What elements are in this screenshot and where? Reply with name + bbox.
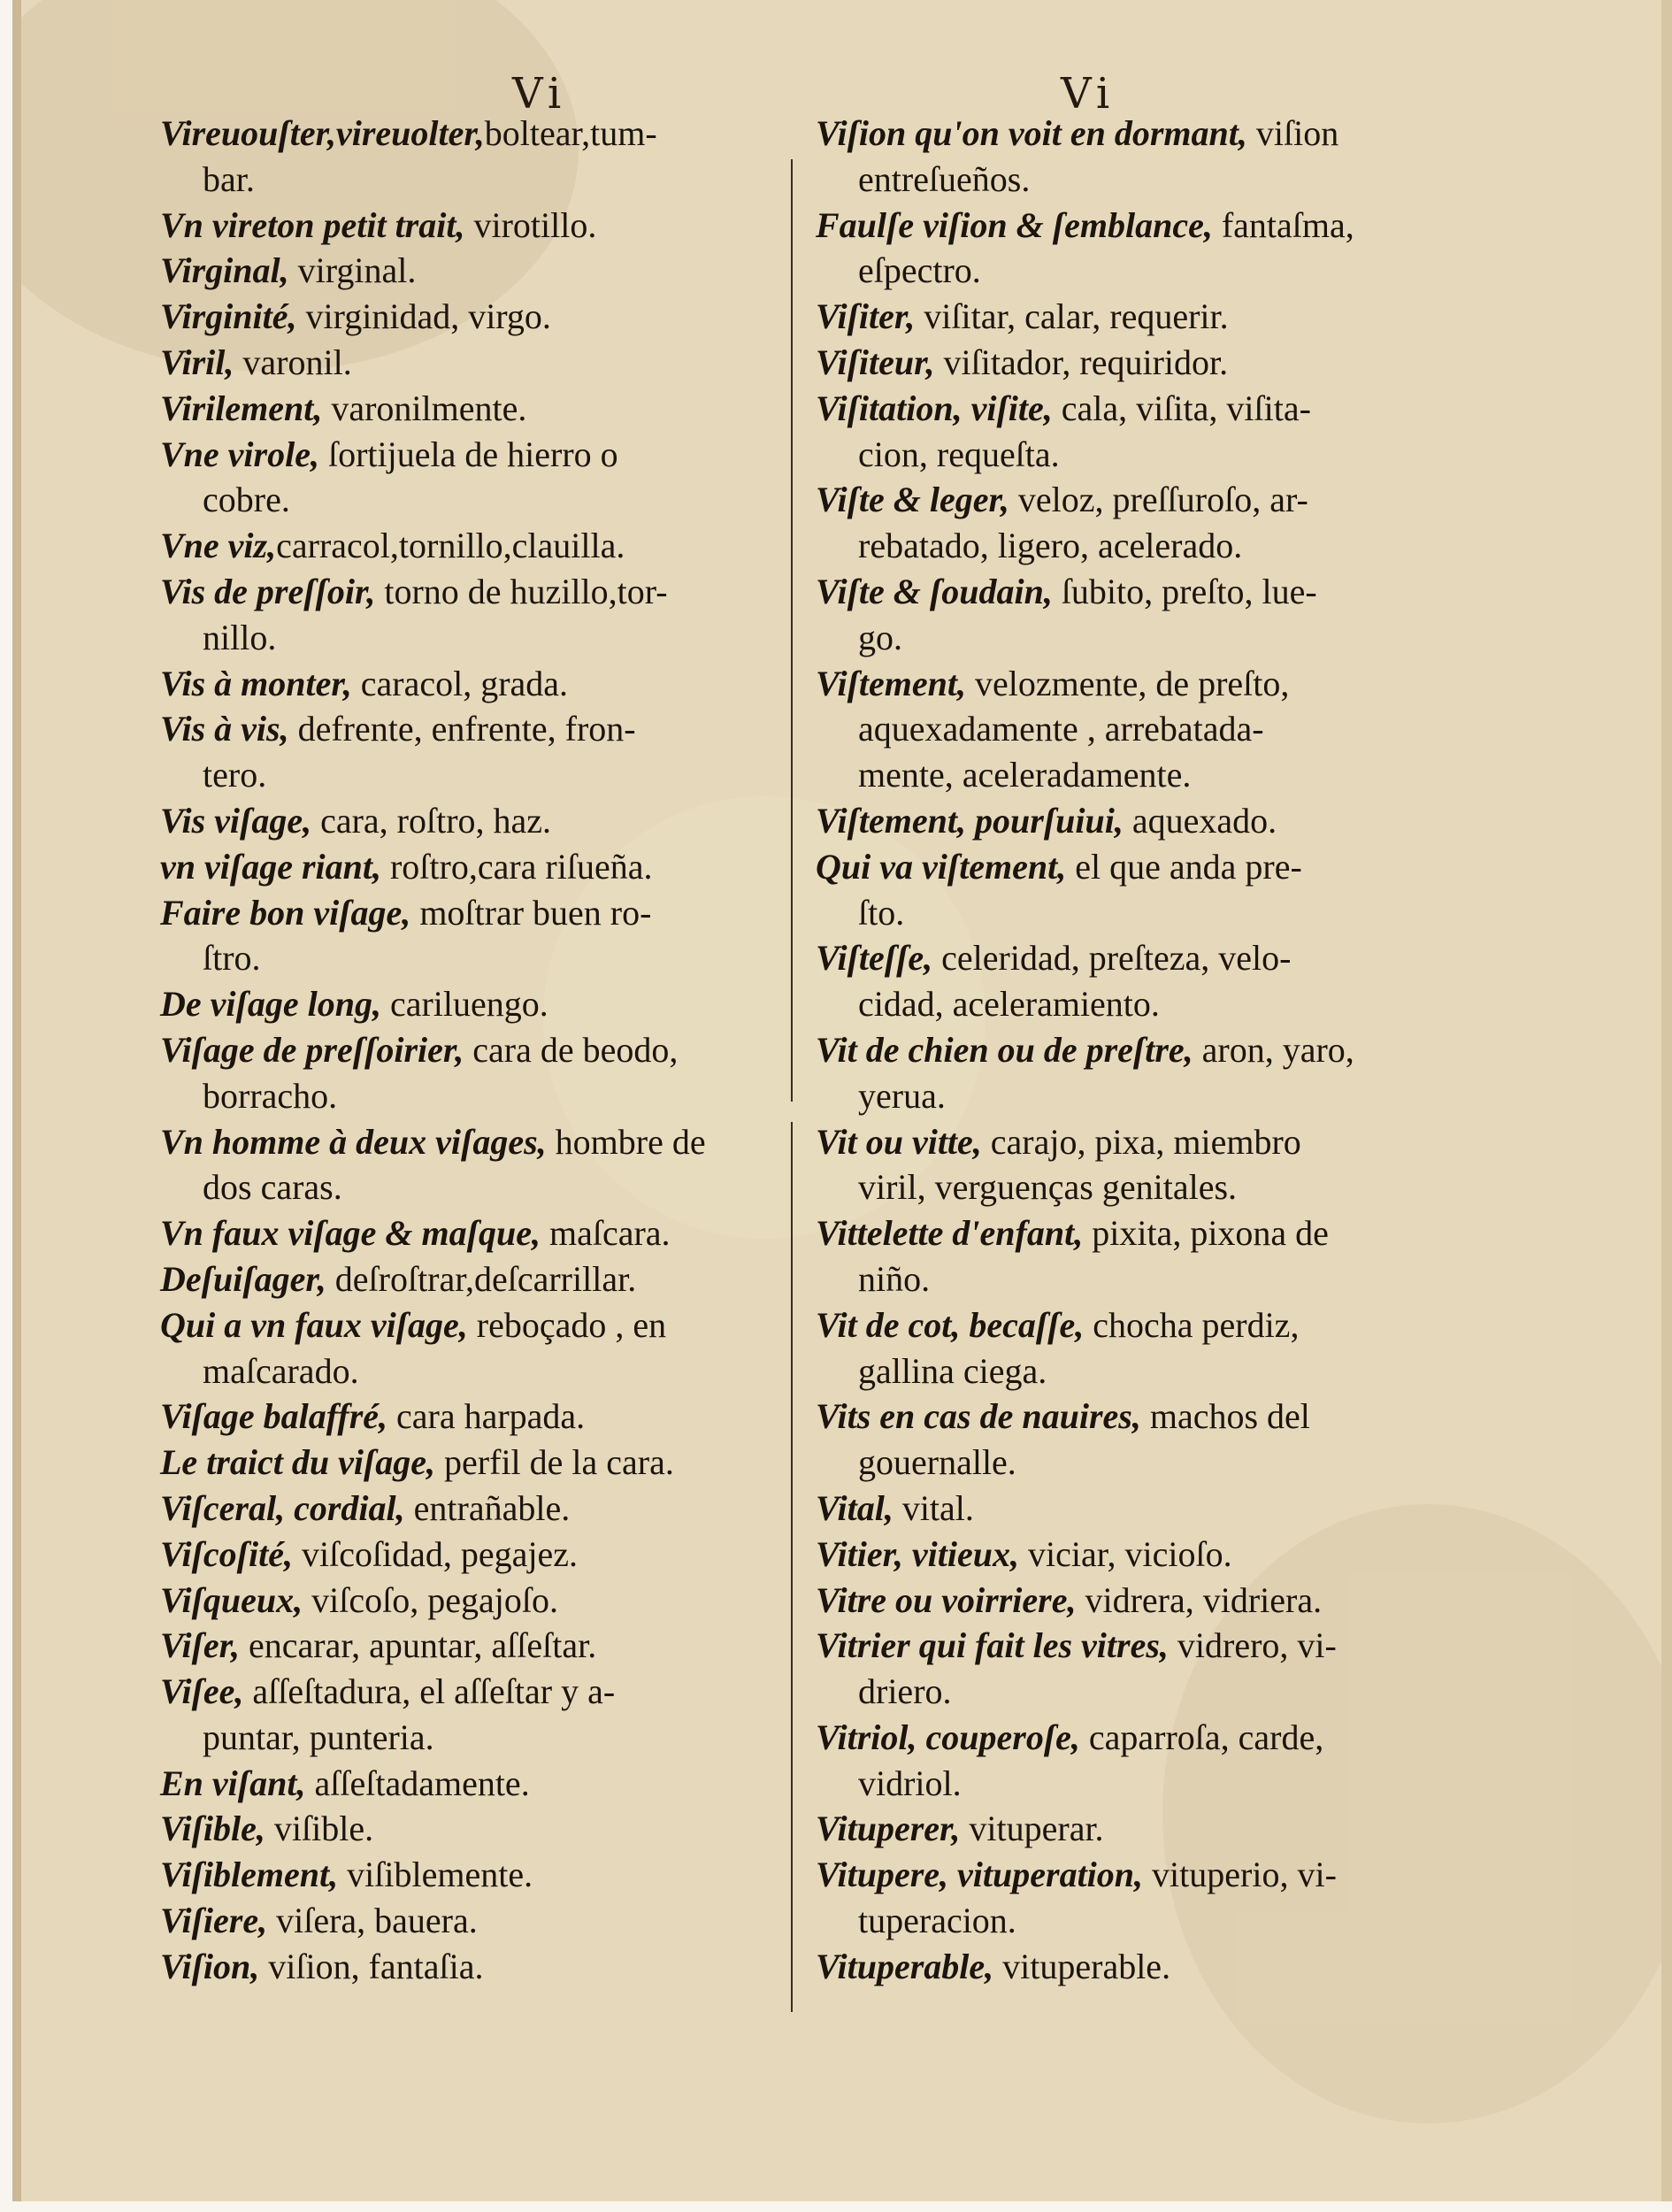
dictionary-entry: [160, 203, 784, 249]
entry-translation: aſſeſtadura, el aſſeſtar y a-: [243, 1671, 616, 1712]
entry-translation: maſcara.: [540, 1213, 671, 1254]
entry-headword: Viſage balaffré,: [160, 1396, 388, 1437]
entry-translation: reboçado , en: [467, 1304, 667, 1345]
entry-translation: viſitar, calar, requerir.: [915, 296, 1229, 337]
dictionary-entry: [160, 111, 784, 203]
entry-translation: torno de huzillo,tor-: [375, 571, 668, 611]
entry-headword: Vis à vis,: [160, 709, 289, 749]
entry-translation: viſion, fantaſia.: [259, 1946, 484, 1986]
dictionary-entry: [816, 1210, 1456, 1302]
entry-translation: ſubito, preſto, lue-: [1052, 571, 1317, 611]
entry-headword: Viſer,: [160, 1625, 241, 1666]
dictionary-entry: [816, 569, 1456, 661]
dictionary-entry: [160, 1944, 784, 1990]
dictionary-entry: [816, 1532, 1456, 1578]
entry-translation: moſtrar buen ro-: [410, 892, 652, 933]
entry-translation: cobre.: [203, 480, 290, 520]
running-head-right: Vi: [1061, 69, 1116, 119]
dictionary-entry: [160, 1256, 784, 1302]
dictionary-entry: [816, 1302, 1456, 1394]
dictionary-entry: [816, 111, 1456, 203]
entry-headword: Viſion,: [160, 1946, 260, 1986]
entry-headword: Vne viz,: [160, 526, 277, 566]
entry-translation: mente, aceleradamente.: [858, 755, 1192, 795]
entry-headword: Vituperable,: [816, 1946, 994, 1986]
entry-translation: rebatado, ligero, acelerado.: [858, 526, 1243, 566]
entry-translation: boltear,tum-: [484, 113, 657, 153]
entry-translation: virotillo.: [464, 204, 597, 245]
entry-translation: vituperable.: [993, 1946, 1171, 1986]
dictionary-entry: [160, 248, 784, 294]
entry-translation: yerua.: [858, 1075, 946, 1116]
entry-translation: machos del: [1140, 1396, 1310, 1437]
dictionary-entry: [160, 1486, 784, 1532]
entry-headword: Viſte & leger,: [816, 480, 1009, 520]
entry-headword: Vit de chien ou de preſtre,: [816, 1029, 1193, 1070]
entry-translation: aquexado.: [1123, 800, 1277, 841]
entry-translation: entreſueños.: [858, 158, 1031, 199]
dictionary-entry: [816, 844, 1456, 936]
entry-translation: viſcoſo, pegajoſo.: [303, 1579, 558, 1620]
entry-headword: Vis viſage,: [160, 800, 312, 841]
entry-headword: Virginité,: [160, 296, 297, 337]
entry-headword: Viril,: [160, 342, 234, 382]
page-edge-left: [12, 0, 21, 2201]
dictionary-entry: [816, 1715, 1456, 1807]
right-column: [816, 111, 1456, 1990]
dictionary-entry: [160, 981, 784, 1027]
entry-headword: Vittelette d'enfant,: [816, 1213, 1084, 1254]
entry-translation: viril, verguenças genitales.: [858, 1167, 1238, 1208]
entry-translation: cara de beodo,: [464, 1029, 679, 1070]
entry-headword: Vis à monter,: [160, 663, 352, 703]
entry-translation: viſible.: [265, 1809, 374, 1849]
entry-headword: Viſtement, pourſuiui,: [816, 800, 1124, 841]
dictionary-entry: [160, 1578, 784, 1624]
entry-translation: driero.: [858, 1671, 952, 1712]
entry-translation: maſcarado.: [203, 1350, 359, 1391]
entry-translation: puntar, punteria.: [203, 1717, 434, 1757]
entry-headword: Vit de cot, becaſſe,: [816, 1304, 1085, 1345]
dictionary-entry: [816, 294, 1456, 340]
entry-headword: Viſion qu'on voit en dormant,: [816, 113, 1247, 153]
entry-headword: Vituperer,: [816, 1809, 961, 1849]
dictionary-entry: [160, 1852, 784, 1898]
entry-translation: entrañable.: [404, 1487, 571, 1528]
dictionary-entry: [816, 935, 1456, 1027]
entry-headword: Viſqueux,: [160, 1579, 303, 1620]
entry-translation: caracol, grada.: [351, 663, 569, 703]
entry-headword: Vit ou vitte,: [816, 1121, 982, 1162]
entry-headword: Vital,: [816, 1487, 894, 1528]
entry-headword: Viſiblement,: [160, 1855, 339, 1895]
entry-translation: perfil de la cara.: [435, 1442, 674, 1483]
entry-translation: bar.: [203, 158, 255, 199]
entry-translation: gouernalle.: [858, 1442, 1016, 1483]
entry-headword: Vitupere, vituperation,: [816, 1855, 1144, 1895]
entry-headword: Viſteſſe,: [816, 938, 933, 979]
entry-translation: pixita, pixona de: [1083, 1213, 1329, 1254]
entry-headword: Viſceral, cordial,: [160, 1487, 405, 1528]
entry-headword: Vn vireton petit trait,: [160, 204, 465, 245]
entry-translation: cala, viſita, viſita-: [1052, 388, 1311, 428]
entry-headword: Viſiteur,: [816, 342, 935, 382]
entry-translation: virginidad, virgo.: [296, 296, 551, 337]
dictionary-entry: [160, 1394, 784, 1440]
entry-headword: Virginal,: [160, 250, 289, 291]
entry-translation: tuperacion.: [858, 1901, 1016, 1941]
dictionary-entry: [160, 432, 784, 524]
entry-headword: Viſitation, viſite,: [816, 388, 1053, 428]
entry-translation: el que anda pre-: [1066, 846, 1302, 887]
dictionary-entry: [160, 1440, 784, 1486]
entry-headword: Deſuiſager,: [160, 1258, 326, 1299]
column-rule: [791, 159, 793, 1102]
entry-translation: ſto.: [858, 892, 905, 933]
entry-translation: varonil.: [234, 342, 352, 382]
entry-headword: Vits en cas de nauires,: [816, 1396, 1141, 1437]
dictionary-entry: [816, 798, 1456, 844]
entry-headword: Vitier, vitieux,: [816, 1533, 1020, 1574]
entry-translation: vituperio, vi-: [1143, 1855, 1337, 1895]
dictionary-entry: [160, 1119, 784, 1211]
entry-translation: chocha perdiz,: [1084, 1304, 1300, 1345]
entry-translation: virginal.: [288, 250, 417, 291]
entry-headword: Vireuouſter,vireuolter,: [160, 113, 485, 153]
entry-translation: viciar, vicioſo.: [1019, 1533, 1232, 1574]
dictionary-entry: [816, 340, 1456, 386]
entry-translation: vidriol.: [858, 1763, 962, 1803]
dictionary-entry: [160, 844, 784, 890]
dictionary-entry: [160, 1027, 784, 1119]
entry-headword: Qui a vn faux viſage,: [160, 1304, 468, 1345]
dictionary-entry: [160, 1302, 784, 1394]
entry-headword: Vitrier qui fait les vitres,: [816, 1625, 1169, 1666]
entry-headword: Vis de preſſoir,: [160, 571, 376, 611]
dictionary-entry: [160, 386, 784, 432]
entry-headword: Viſage de preſſoirier,: [160, 1029, 464, 1070]
entry-headword: Faulſe viſion & ſemblance,: [816, 204, 1213, 245]
entry-headword: Viſcoſité,: [160, 1533, 293, 1574]
entry-translation: deſroſtrar,deſcarrillar.: [326, 1258, 637, 1299]
entry-translation: fantaſma,: [1212, 204, 1354, 245]
entry-translation: eſpectro.: [858, 250, 981, 291]
dictionary-entry: [160, 340, 784, 386]
entry-headword: Viſte & ſoudain,: [816, 571, 1053, 611]
dictionary-entry: [816, 1027, 1456, 1119]
entry-translation: cion, requeſta.: [858, 434, 1060, 474]
entry-translation: vidrera, vidriera.: [1076, 1579, 1323, 1620]
entry-translation: carajo, pixa, miembro: [981, 1121, 1301, 1162]
entry-headword: Le traict du viſage,: [160, 1442, 436, 1483]
entry-headword: Viſible,: [160, 1809, 265, 1849]
dictionary-entry: [160, 1623, 784, 1669]
entry-translation: viſiblemente.: [338, 1855, 533, 1895]
dictionary-entry: [160, 569, 784, 661]
entry-translation: caparroſa, carde,: [1079, 1717, 1324, 1757]
entry-translation: viſitador, requiridor.: [934, 342, 1229, 382]
left-column: [160, 111, 784, 1990]
entry-translation: carracol,tornillo,clauilla.: [276, 526, 625, 566]
entry-translation: velozmente, de preſto,: [966, 663, 1290, 703]
entry-headword: Vitriol, couperoſe,: [816, 1717, 1080, 1757]
page-edge-right: [1661, 0, 1672, 2201]
running-head-left: Vi: [512, 69, 567, 119]
dictionary-entry: [816, 1119, 1456, 1211]
entry-translation: varonilmente.: [322, 388, 527, 428]
entry-translation: encarar, apuntar, aſſeſtar.: [240, 1625, 597, 1666]
entry-translation: cara, roſtro, haz.: [311, 800, 552, 841]
entry-translation: viſion: [1246, 113, 1339, 153]
dictionary-entry: [816, 1623, 1456, 1715]
entry-translation: go.: [858, 617, 902, 657]
entry-headword: Vne virole,: [160, 434, 319, 474]
entry-translation: veloz, preſſuroſo, ar-: [1009, 480, 1308, 520]
entry-translation: vituperar.: [960, 1809, 1104, 1849]
entry-headword: Vn faux viſage & maſque,: [160, 1213, 541, 1254]
entry-translation: ſortijuela de hierro o: [318, 434, 618, 474]
entry-headword: Virilement,: [160, 388, 323, 428]
entry-headword: Viſee,: [160, 1671, 244, 1712]
entry-translation: aron, yaro,: [1193, 1029, 1354, 1070]
dictionary-entry: [816, 1394, 1456, 1486]
dictionary-entry: [816, 661, 1456, 798]
dictionary-entry: [160, 1806, 784, 1852]
entry-translation: nillo.: [203, 617, 277, 657]
entry-headword: Vn homme à deux viſages,: [160, 1121, 547, 1162]
dictionary-entry: [160, 1898, 784, 1944]
book-page: [12, 0, 1672, 2201]
entry-translation: hombre de: [546, 1121, 706, 1162]
entry-translation: gallina ciega.: [858, 1350, 1047, 1391]
entry-translation: celeridad, preſteza, velo-: [932, 938, 1292, 979]
entry-translation: ſtro.: [203, 938, 261, 979]
dictionary-entry: [160, 1669, 784, 1761]
dictionary-entry: [816, 1486, 1456, 1532]
entry-headword: En viſant,: [160, 1763, 306, 1803]
dictionary-entry: [160, 798, 784, 844]
dictionary-entry: [160, 890, 784, 982]
entry-headword: De viſage long,: [160, 984, 381, 1025]
entry-translation: cara harpada.: [387, 1396, 586, 1437]
entry-translation: aquexadamente , arrebatada-: [858, 709, 1264, 749]
entry-translation: cidad, aceleramiento.: [858, 984, 1160, 1025]
entry-translation: viſera, bauera.: [267, 1901, 478, 1941]
dictionary-entry: [160, 294, 784, 340]
dictionary-entry: [816, 203, 1456, 295]
dictionary-entry: [816, 1852, 1456, 1944]
dictionary-entry: [160, 1532, 784, 1578]
entry-translation: viſcoſidad, pegajez.: [292, 1533, 579, 1574]
entry-headword: Qui va viſtement,: [816, 846, 1067, 887]
entry-translation: tero.: [203, 755, 267, 795]
dictionary-entry: [160, 1210, 784, 1256]
entry-translation: cariluengo.: [380, 984, 548, 1025]
entry-translation: niño.: [858, 1258, 931, 1299]
dictionary-entry: [816, 386, 1456, 478]
entry-headword: Viſiter,: [816, 296, 916, 337]
dictionary-entry: [160, 523, 784, 569]
entry-headword: vn viſage riant,: [160, 846, 381, 887]
entry-headword: Viſiere,: [160, 1901, 268, 1941]
dictionary-entry: [816, 1578, 1456, 1624]
entry-translation: vidrero, vi-: [1168, 1625, 1337, 1666]
dictionary-entry: [160, 706, 784, 798]
entry-translation: roſtro,cara riſueña.: [380, 846, 653, 887]
dictionary-entry: [816, 1944, 1456, 1990]
entry-translation: vital.: [893, 1487, 974, 1528]
entry-translation: aſſeſtadamente.: [305, 1763, 530, 1803]
entry-headword: Viſtement,: [816, 663, 966, 703]
column-rule: [791, 1122, 793, 2012]
dictionary-entry: [816, 1806, 1456, 1852]
entry-translation: dos caras.: [203, 1167, 342, 1208]
dictionary-entry: [160, 661, 784, 707]
entry-headword: Faire bon viſage,: [160, 892, 411, 933]
dictionary-entry: [816, 477, 1456, 569]
entry-translation: defrente, enfrente, fron-: [288, 709, 636, 749]
dictionary-entry: [160, 1761, 784, 1807]
entry-headword: Vitre ou voirriere,: [816, 1579, 1077, 1620]
entry-translation: borracho.: [203, 1075, 338, 1116]
